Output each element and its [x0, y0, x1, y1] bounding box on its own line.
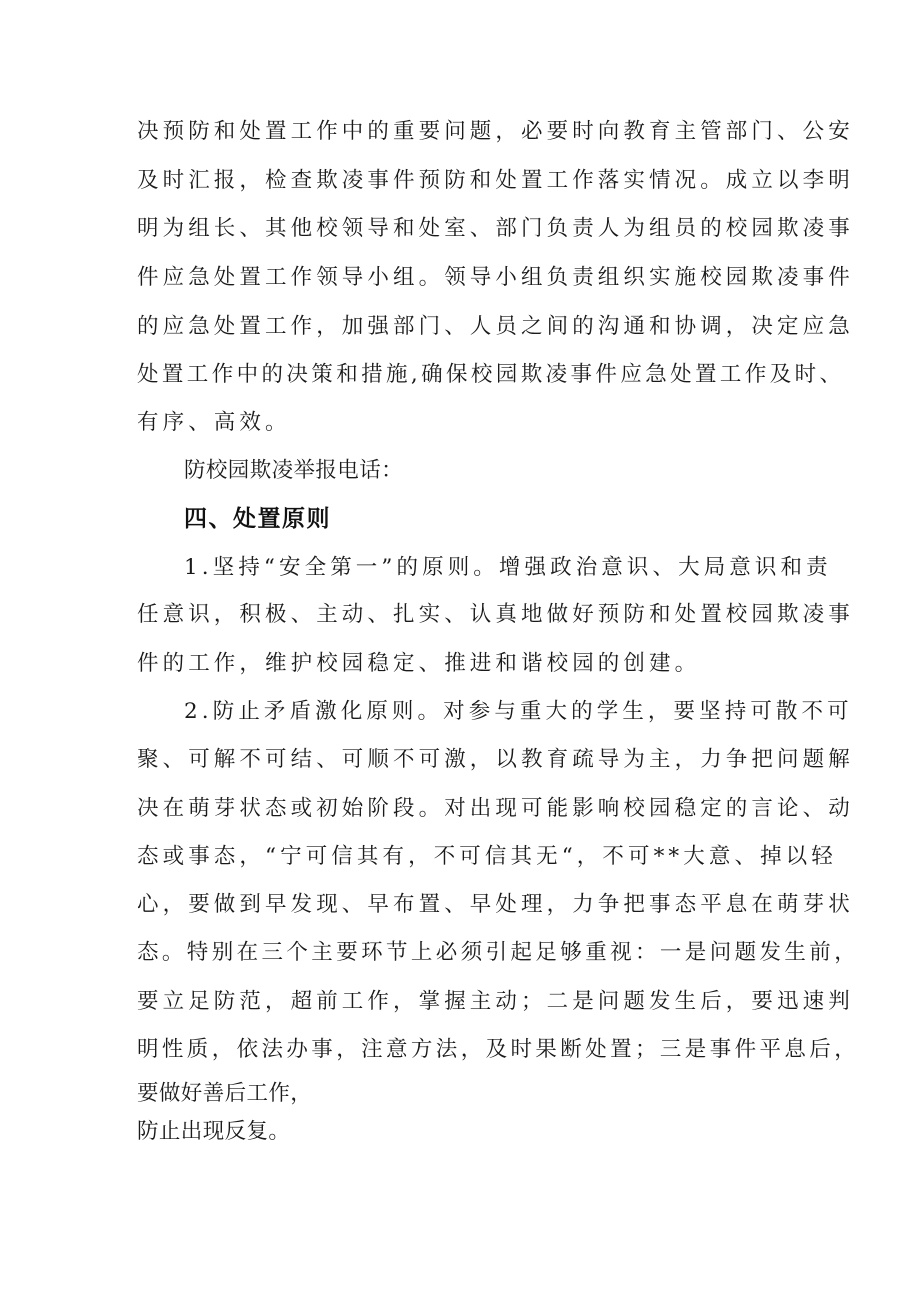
- paragraph-line: 明为组长、其他校领导和处室、部门负责人为组员的校园欺凌事: [137, 216, 854, 241]
- paragraph-line: 1.坚持“安全第一”的原则。增强政治意识、大局意识和责: [184, 555, 832, 580]
- paragraph-line: 件应急处置工作领导小组。领导小组负责组织实施校园欺凌事件: [137, 265, 854, 290]
- paragraph-line: 要立足防范，超前工作，掌握主动；二是问题发生后，要迅速判: [137, 989, 854, 1014]
- paragraph-line: 有序、高效。: [137, 410, 291, 435]
- paragraph-line: 任意识，积极、主动、扎实、认真地做好预防和处置校园欺凌事: [137, 602, 854, 627]
- paragraph-line: 决在萌芽状态或初始阶段。对出现可能影响校园稳定的言论、动: [137, 796, 854, 821]
- paragraph-line: 心，要做到早发现、早布置、早处理，力争把事态平息在萌芽状: [137, 892, 854, 917]
- paragraph-line: 防止出现反复。: [137, 1119, 291, 1144]
- paragraph-line: 要做好善后工作，: [137, 1081, 313, 1106]
- paragraph-line: 决预防和处置工作中的重要问题，必要时向教育主管部门、公安: [137, 119, 854, 144]
- section-heading: 四、处置原则: [184, 506, 331, 532]
- paragraph-line: 件的工作，维护校园稳定、推进和谐校园的创建。: [137, 651, 701, 676]
- paragraph-line: 聚、可解不可结、可顺不可激，以教育疏导为主，力争把问题解: [137, 747, 854, 772]
- paragraph-line: 态。特别在三个主要环节上必须引起足够重视：一是问题发生前，: [137, 940, 860, 965]
- paragraph-line: 2.防止矛盾激化原则。对参与重大的学生，要坚持可散不可: [184, 699, 853, 724]
- paragraph-line: 的应急处置工作，加强部门、人员之间的沟通和协调，决定应急: [137, 314, 854, 339]
- paragraph-line: 态或事态，“宁可信其有，不可信其无“，不可**大意、掉以轻: [137, 844, 837, 869]
- paragraph-line: 处置工作中的决策和措施,确保校园欺凌事件应急处置工作及时、: [137, 362, 845, 387]
- hotline-label: 防校园欺凌举报电话：: [184, 458, 404, 483]
- paragraph-line: 及时汇报，检查欺凌事件预防和处置工作落实情况。成立以李明: [137, 168, 854, 193]
- paragraph-line: 明性质，依法办事，注意方法，及时果断处置；三是事件平息后，: [137, 1037, 860, 1062]
